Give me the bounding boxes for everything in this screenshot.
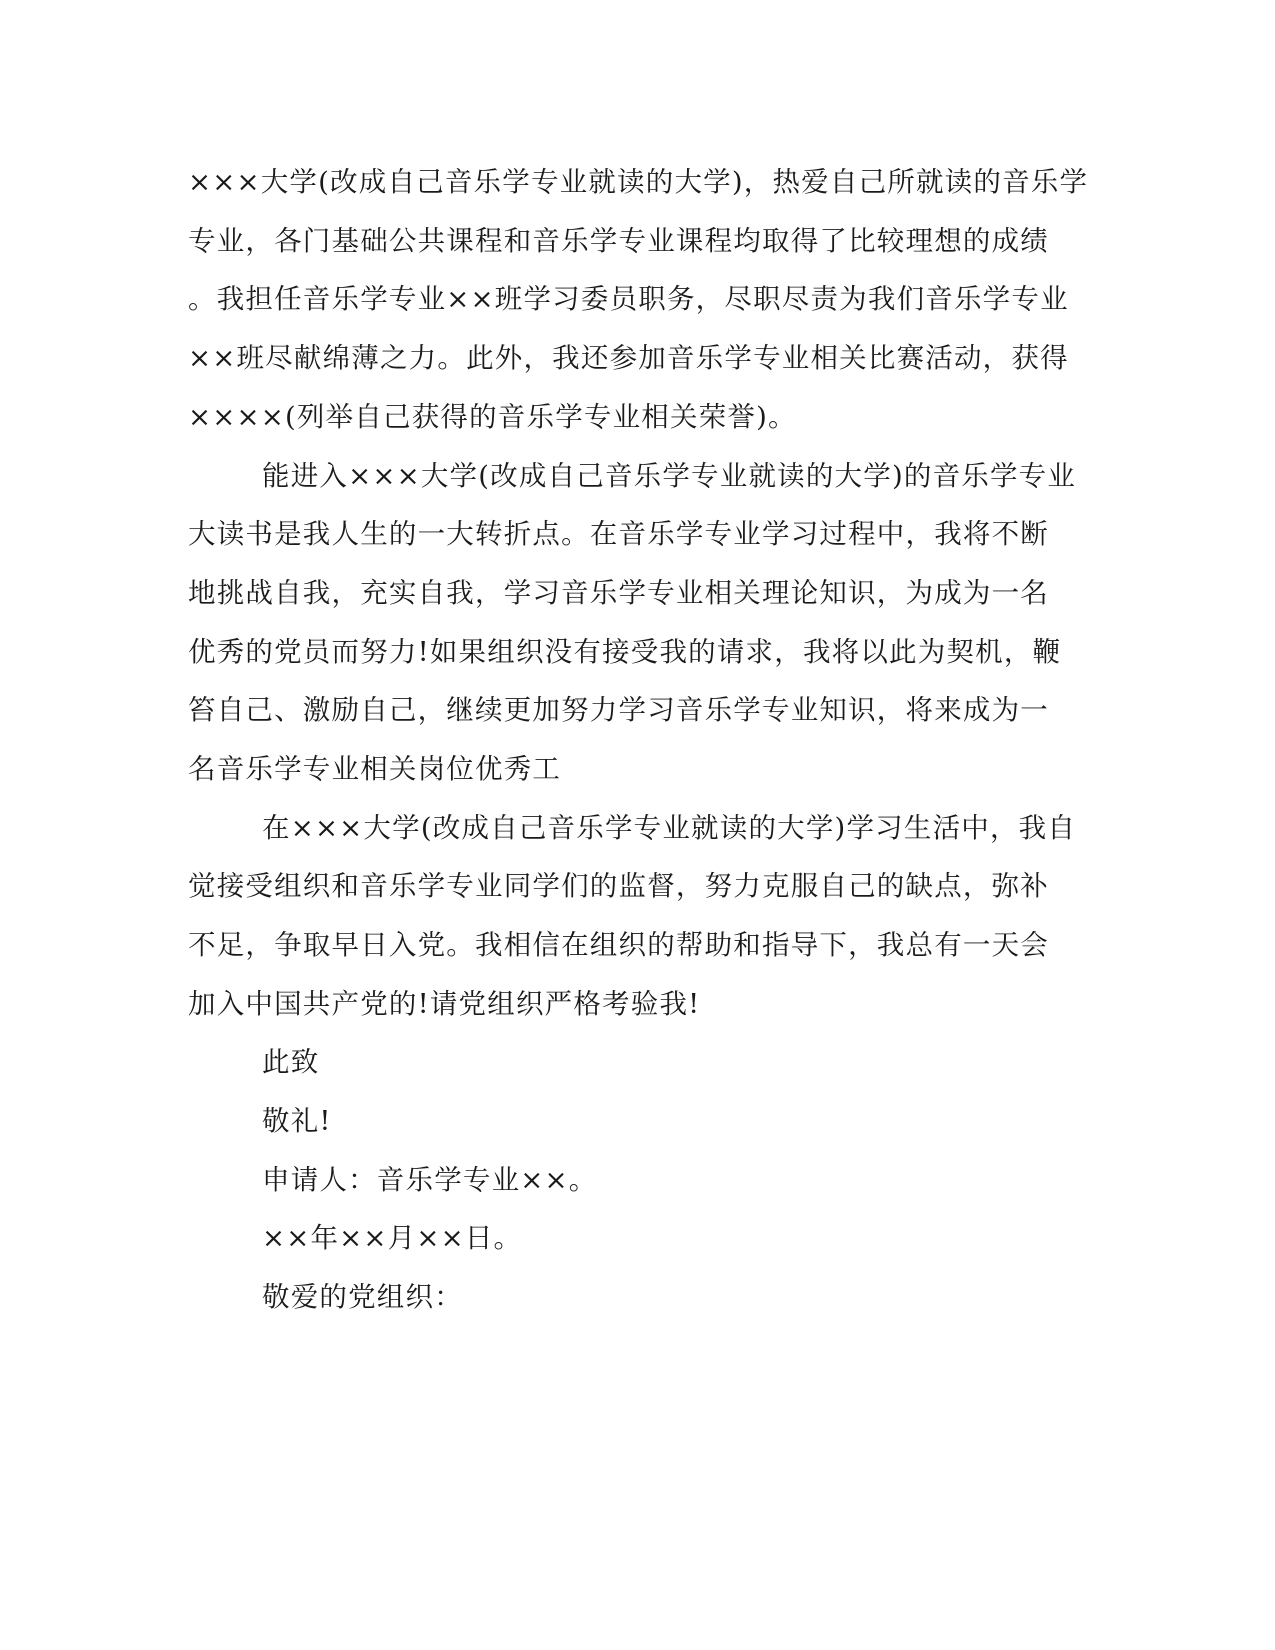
paragraph-1-line-4: ××班尽献绵薄之力。此外，我还参加音乐学专业相关比赛活动，获得 — [188, 342, 1069, 374]
paragraph-1-line-2: 专业，各门基础公共课程和音乐学专业课程均取得了比较理想的成绩 — [188, 225, 1049, 257]
paragraph-3-line-4: 加入中国共产党的!请党组织严格考验我! — [188, 988, 701, 1020]
paragraph-2-line-4: 优秀的党员而努力!如果组织没有接受我的请求，我将以此为契机，鞭 — [188, 636, 1062, 668]
paragraph-2-line-2: 大读书是我人生的一大转折点。在音乐学专业学习过程中，我将不断 — [188, 518, 1049, 550]
paragraph-2-line-3: 地挑战自我，充实自我，学习音乐学专业相关理论知识，为成为一名 — [188, 577, 1049, 609]
paragraph-2-line-1: 能进入×××大学(改成自己音乐学专业就读的大学)的音乐学专业 — [262, 460, 1077, 492]
paragraph-3-line-3: 不足，争取早日入党。我相信在组织的帮助和指导下，我总有一天会 — [188, 929, 1049, 961]
paragraph-1-line-3: 。我担任音乐学专业××班学习委员职务，尽职尽责为我们音乐学专业 — [188, 283, 1069, 315]
paragraph-3-line-1: 在×××大学(改成自己音乐学专业就读的大学)学习生活中，我自 — [262, 812, 1077, 844]
paragraph-1-line-5: ××××(列举自己获得的音乐学专业相关荣誉)。 — [188, 401, 797, 433]
next-letter-greeting: 敬爱的党组织： — [262, 1281, 463, 1313]
paragraph-2-line-5: 笞自己、激励自己，继续更加努力学习音乐学专业知识，将来成为一 — [188, 694, 1049, 726]
closing-regards: 敬礼! — [262, 1105, 332, 1137]
closing-salutation: 此致 — [262, 1046, 320, 1078]
paragraph-1-line-1: ×××大学(改成自己音乐学专业就读的大学)，热爱自己所就读的音乐学 — [188, 166, 1089, 198]
paragraph-2-line-6: 名音乐学专业相关岗位优秀工 — [188, 753, 562, 785]
date-line: ××年××月××日。 — [262, 1222, 523, 1254]
applicant-signature: 申请人：音乐学专业××。 — [262, 1164, 598, 1196]
paragraph-3-line-2: 觉接受组织和音乐学专业同学们的监督，努力克服自己的缺点，弥补 — [188, 870, 1049, 902]
